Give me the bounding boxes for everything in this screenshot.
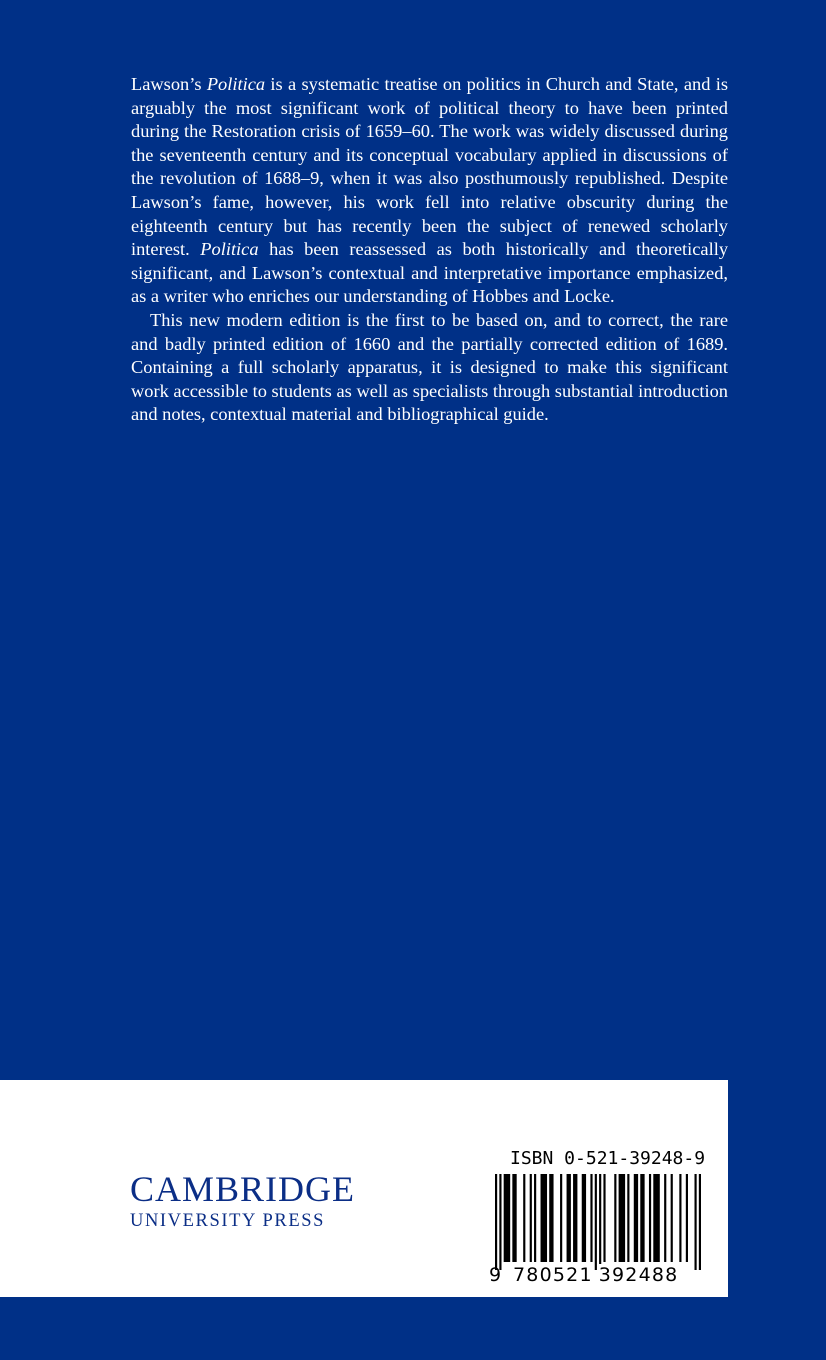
barcode-digits xyxy=(489,1264,678,1286)
barcode-bar xyxy=(495,1174,497,1270)
barcode-bar xyxy=(530,1174,532,1262)
barcode-bar xyxy=(560,1174,562,1262)
barcode-bar xyxy=(573,1174,577,1262)
barcode-digits-left: 780521 xyxy=(513,1264,593,1286)
barcode-bar xyxy=(679,1174,681,1262)
barcode-bar xyxy=(686,1174,688,1262)
barcode-bar xyxy=(649,1174,651,1262)
barcode-bar xyxy=(599,1174,601,1270)
blurb-paragraph-2: This new modern edition is the first to be based on, and to correct, the rare and badly printed edition of 1660 and the partially corrected edition of 1689. Containing a full scholarly apparatus, it is designed to make this significant work accessible to students as well as specialists through substantial introduction and notes, contextual material and bibliographical guide. xyxy=(131,309,728,425)
isbn-label: ISBN 0-521-39248-9 xyxy=(510,1148,706,1169)
barcode-bar xyxy=(534,1174,536,1262)
publisher-panel xyxy=(0,1080,728,1297)
barcode xyxy=(495,1174,701,1270)
publisher-logo xyxy=(130,1170,355,1232)
blurb-paragraph-1: Lawson’s Politica is a systematic treatise on politics in Church and State, and is arguably the most significant work of political theory to have been printed during the Restoration crisis of 1659–60. The work was widely discussed during the seventeenth century and its conceptual vocabulary applied in discussions of the revolution of 1688–9, when it was also posthumously republished. Despite Lawson’s fame, however, his work fell into relative obscurity during the eighteenth century but has recently been the subject of renewed scholarly interest. Politica has been reassessed as both historically and theoretically significant, and Lawson’s contextual and interpretative importance emphasized, as a writer who enriches our understanding of Hobbes and Locke. xyxy=(131,74,729,307)
barcode-bar xyxy=(699,1174,701,1270)
barcode-bar xyxy=(634,1174,638,1262)
barcode-bar xyxy=(627,1174,629,1262)
barcode-bar xyxy=(595,1174,597,1270)
barcode-bar xyxy=(523,1174,525,1262)
barcode-bar xyxy=(541,1174,548,1262)
barcode-bar xyxy=(640,1174,644,1262)
barcode-bar xyxy=(582,1174,586,1262)
barcode-bar xyxy=(664,1174,666,1262)
publisher-name: CAMBRIDGE xyxy=(130,1169,356,1209)
barcode-bar xyxy=(619,1174,626,1262)
barcode-bar xyxy=(694,1174,696,1270)
barcode-digits-right: 392488 xyxy=(598,1264,679,1286)
barcode-bar xyxy=(671,1174,673,1262)
barcode-bar xyxy=(590,1174,592,1262)
barcode-bar xyxy=(567,1174,571,1262)
barcode-bar xyxy=(499,1174,501,1270)
barcode-digit-first: 9 xyxy=(489,1264,502,1286)
barcode-bar xyxy=(512,1174,516,1262)
publisher-subtitle: UNIVERSITY PRESS xyxy=(130,1211,326,1231)
book-title-italic: Politica xyxy=(206,74,266,94)
barcode-bar xyxy=(653,1174,660,1262)
barcode-bar xyxy=(549,1174,553,1262)
barcode-bar xyxy=(504,1174,511,1262)
barcode-bar xyxy=(603,1174,605,1262)
barcode-bar xyxy=(614,1174,616,1262)
blurb-text xyxy=(131,73,728,427)
book-title-italic: Politica xyxy=(200,239,259,260)
